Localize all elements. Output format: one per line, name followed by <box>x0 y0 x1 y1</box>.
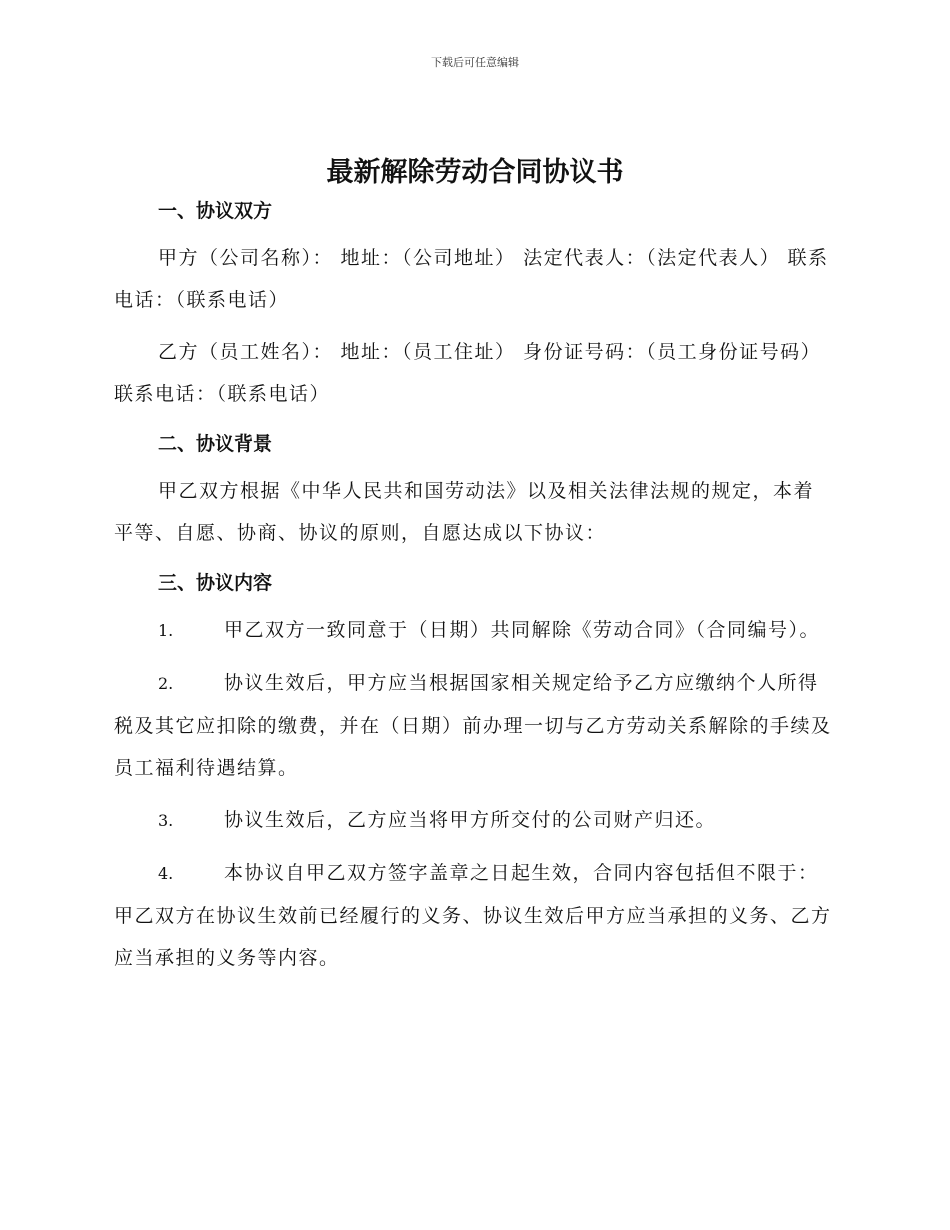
document-title: 最新解除劳动合同协议书 <box>326 157 624 188</box>
document-body <box>114 195 832 979</box>
item-text: 协议生效后，甲方应当根据国家相关规定给予乙方应缴纳个人所得税及其它应扣除的缴费，并在（日期）前办理一切与乙方劳动关系解除的手续及员工福利待遇结算。 <box>114 672 832 779</box>
party-a-paragraph: 甲方（公司名称）： 地址：（公司地址） 法定代表人：（法定代表人） 联系电话：（联系电话） <box>114 247 829 311</box>
list-item <box>114 662 832 789</box>
list-item <box>114 609 832 652</box>
background-paragraph: 甲乙双方根据《中华人民共和国劳动法》以及相关法律法规的规定，本着平等、自愿、协商、协议的原则，自愿达成以下协议： <box>114 480 815 544</box>
item-number: 3. <box>158 811 174 830</box>
item-number: 1. <box>158 621 174 640</box>
section-heading-parties: 一、协议双方 <box>158 200 273 222</box>
party-b-paragraph: 乙方（员工姓名）： 地址：（员工住址） 身份证号码：（员工身份证号码） 联系电话：（联系电话） <box>114 341 822 405</box>
item-text: 本协议自甲乙双方签字盖章之日起生效，合同内容包括但不限于：甲乙双方在协议生效前已经履行的义务、协议生效后甲方应当承担的义务、乙方应当承担的义务等内容。 <box>114 862 832 969</box>
list-item <box>114 799 832 842</box>
item-number: 4. <box>158 864 174 883</box>
item-number: 2. <box>158 674 174 693</box>
item-text: 协议生效后，乙方应当将甲方所交付的公司财产归还。 <box>224 809 717 831</box>
section-heading-background: 二、协议背景 <box>158 433 273 455</box>
list-item <box>114 852 832 979</box>
item-text: 甲乙双方一致同意于（日期）共同解除《劳动合同》（合同编号）。 <box>224 619 821 641</box>
page-header: 下载后可任意编辑 <box>431 56 519 69</box>
section-heading-content: 三、协议内容 <box>158 572 273 594</box>
